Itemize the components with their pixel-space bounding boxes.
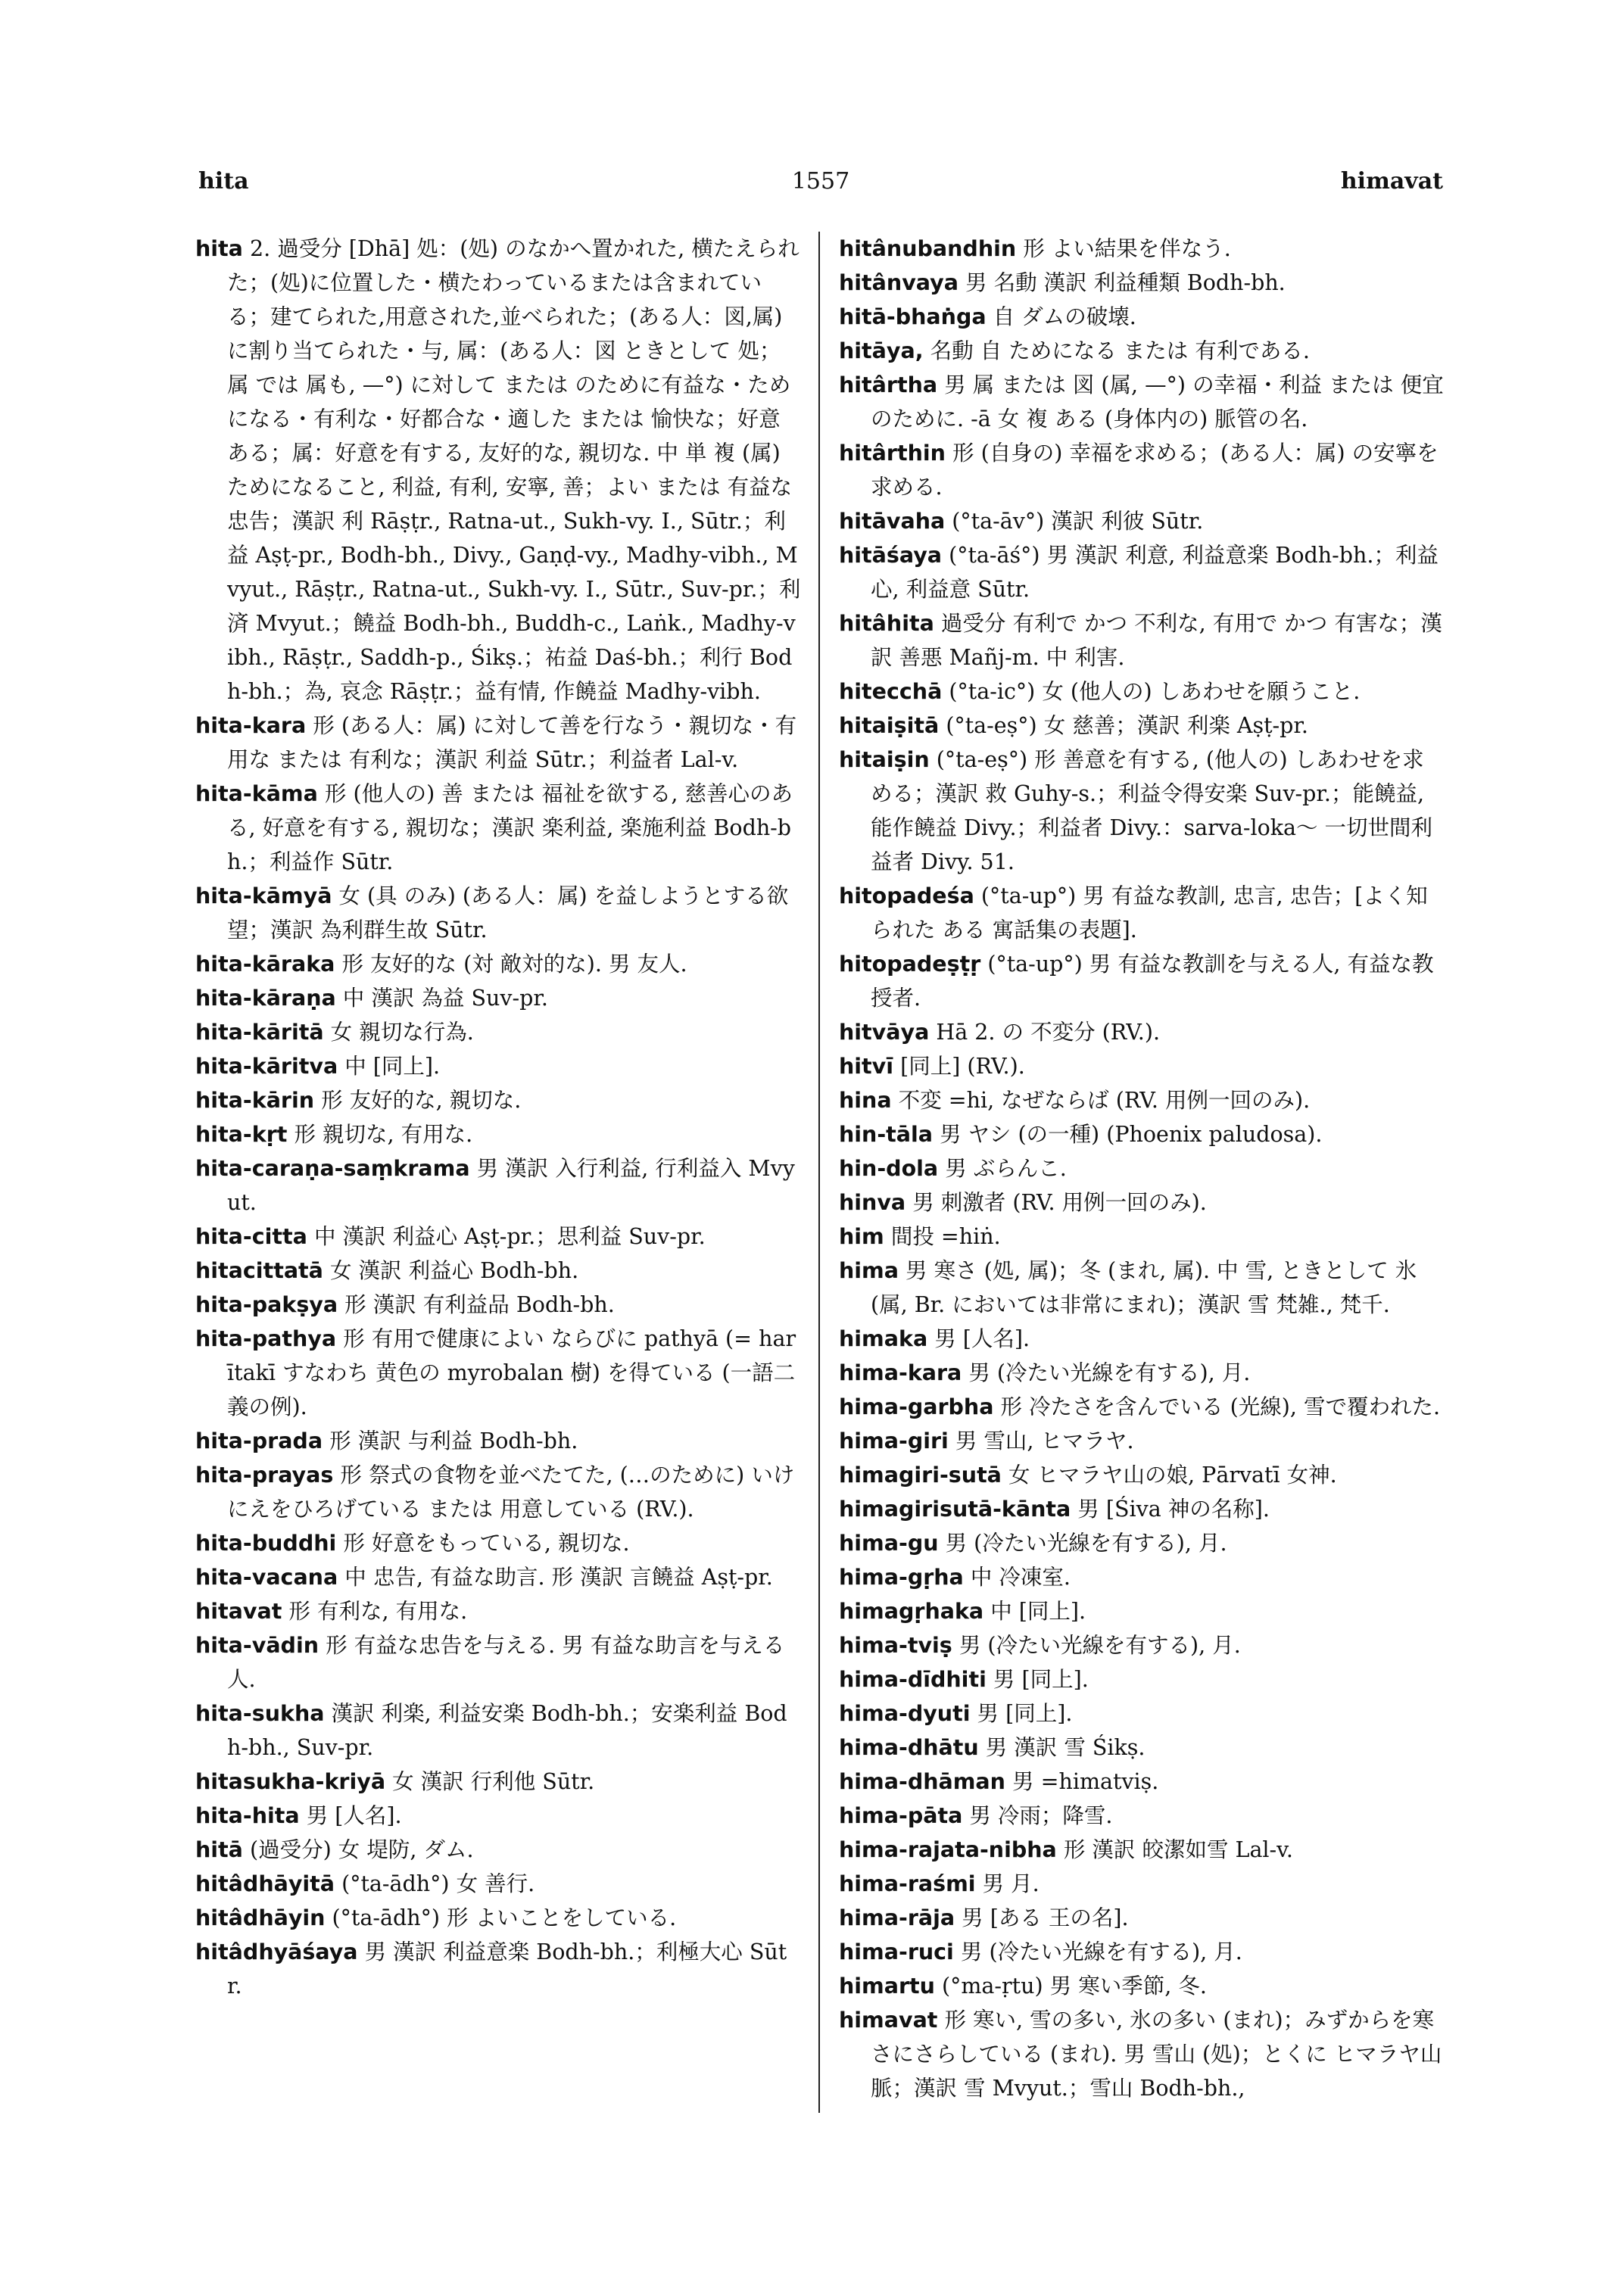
entry-headword: hima-pāta — [839, 1803, 963, 1828]
entry-definition: 女 ヒマラヤ山の娘, Pārvatī 女神. — [1001, 1463, 1337, 1488]
dictionary-entry — [839, 1765, 1445, 1799]
entry-definition: 間投 =hiṅ. — [884, 1224, 1001, 1249]
dictionary-entry — [195, 1424, 801, 1458]
entry-headword: hina — [839, 1088, 892, 1113]
entry-headword: himagiri-sutā — [839, 1463, 1002, 1488]
entry-definition: (°ta-eṣ°) 女 慈善；漢訳 利楽 Aṣṭ-pr. — [939, 713, 1308, 738]
entry-definition: 男 (冷たい光線を有する), 月. — [938, 1531, 1227, 1556]
dictionary-entry — [839, 1799, 1445, 1833]
column-divider — [818, 232, 820, 2113]
entry-headword: hita-sukha — [195, 1701, 325, 1726]
dictionary-entry — [195, 981, 801, 1015]
dictionary-entry — [195, 1833, 801, 1867]
dictionary-entry — [195, 1458, 801, 1526]
entry-headword: hima-dhātu — [839, 1735, 979, 1760]
dictionary-entry — [195, 1288, 801, 1322]
entry-definition: 女 親切な行為. — [323, 1020, 474, 1045]
entry-headword: hitopadeṣṭṛ — [839, 952, 981, 977]
entry-headword: hima-dhāman — [839, 1769, 1005, 1794]
entry-headword: hitecchā — [839, 679, 943, 704]
entry-headword: himaka — [839, 1326, 928, 1351]
dictionary-entry — [839, 504, 1445, 538]
dictionary-entry — [839, 1254, 1445, 1322]
entry-headword: hita-pakṣya — [195, 1292, 338, 1317]
dictionary-entry — [839, 709, 1445, 743]
entry-headword: hita-vacana — [195, 1565, 338, 1590]
entry-headword: hima-gṛha — [839, 1565, 964, 1590]
dictionary-entry — [839, 300, 1445, 334]
entry-definition: 不変 =hi, なぜならば (RV. 用例一回のみ). — [891, 1088, 1311, 1113]
dictionary-entry — [839, 675, 1445, 709]
dictionary-entry — [195, 232, 801, 709]
dictionary-entry — [839, 1220, 1445, 1254]
entry-headword: hitâhita — [839, 611, 934, 636]
dictionary-entry — [195, 1322, 801, 1424]
entry-definition: 形 親切な, 有用な. — [287, 1122, 473, 1147]
entry-headword: hitāvaha — [839, 509, 946, 534]
dictionary-entry — [195, 1151, 801, 1220]
entry-definition: (°ma-ṛtu) 男 寒い季節, 冬. — [934, 1974, 1207, 1999]
entry-definition: (°ta-āv°) 漢訳 利彼 Sūtr. — [945, 509, 1204, 534]
dictionary-entry — [195, 1560, 801, 1594]
dictionary-entry — [839, 1424, 1445, 1458]
entry-definition: 形 好意をもっている, 親切な. — [336, 1531, 630, 1556]
dictionary-entry — [195, 1867, 801, 1901]
entry-headword: hima-rajata-nibha — [839, 1837, 1057, 1862]
entry-headword: hima-raśmi — [839, 1871, 976, 1896]
entry-headword: hin-tāla — [839, 1122, 934, 1147]
entry-headword: hin-dola — [839, 1156, 939, 1181]
entry-headword: hitāśaya — [839, 543, 943, 568]
entry-headword: himartu — [839, 1974, 935, 1999]
entry-definition: 男 [人名]. — [299, 1803, 402, 1828]
dictionary-entry — [839, 1083, 1445, 1117]
dictionary-entry — [839, 1594, 1445, 1628]
entry-definition: 形 (他人の) 善 または 福祉を欲する, 慈善心のある, 好意を有する, 親切な；漢訳 楽利益, 楽施利益 Bodh-bh.；利益作 Sūtr. — [227, 781, 793, 874]
entry-headword: hita-kāritā — [195, 1020, 324, 1045]
entry-definition: 中 忠告, 有益な助言. 形 漢訳 言饒益 Aṣṭ-pr. — [338, 1565, 773, 1590]
dictionary-entry — [839, 1696, 1445, 1731]
left-column — [195, 232, 801, 2003]
dictionary-entry — [839, 232, 1445, 266]
dictionary-entry — [839, 1969, 1445, 2003]
entry-definition: 男 [Śiva 神の名称]. — [1071, 1497, 1270, 1522]
entry-definition: 中 [同上]. — [983, 1599, 1086, 1624]
dictionary-entry — [195, 1935, 801, 2003]
entry-definition: 男 =himatviṣ. — [1005, 1769, 1159, 1794]
entry-definition: 中 [同上]. — [338, 1054, 441, 1079]
entry-headword: hita-kāritva — [195, 1054, 338, 1079]
entry-headword: hitopadeśa — [839, 883, 974, 908]
entry-headword: hita-citta — [195, 1224, 307, 1249]
dictionary-entry — [195, 1594, 801, 1628]
dictionary-entry — [839, 538, 1445, 606]
entry-definition: 形 有用で健康によい ならびに pathyā (= harītakī すなわち 黄色の myrobalan 樹) を得ている (一語二義の例). — [227, 1326, 796, 1419]
entry-definition: (°ta-eṣ°) 形 善意を有する, (他人の) しあわせを求める；漢訳 救 Guhy-s.；利益令得安楽 Suv-pr.；能饒益, 能作饒益 Divy.；利益者 Divy.：sarva-loka～ 一切世間利益者 Divy. 51. — [871, 747, 1433, 874]
page-header — [198, 168, 1443, 203]
entry-definition: (°ta-ādh°) 女 善行. — [335, 1871, 535, 1896]
entry-headword: hima-tviṣ — [839, 1633, 952, 1658]
entry-headword: hitârthin — [839, 441, 946, 466]
entry-headword: hita — [195, 236, 243, 261]
entry-definition: 名動 自 ためになる または 有利である. — [923, 338, 1310, 363]
entry-definition: 男 (冷たい光線を有する), 月. — [953, 1939, 1242, 1964]
dictionary-entry — [839, 1731, 1445, 1765]
dictionary-entry — [839, 1492, 1445, 1526]
running-head-left: hita — [198, 168, 249, 195]
entry-headword: hitâdhyāśaya — [195, 1939, 358, 1964]
entry-definition: 形 有益な忠告を与える. 男 有益な助言を与える人. — [227, 1633, 785, 1692]
dictionary-entry — [195, 1049, 801, 1083]
dictionary-entry — [195, 1220, 801, 1254]
entry-definition: 形 冷たさを含んでいる (光線), 雪で覆われた. — [993, 1394, 1441, 1419]
entry-definition: 形 漢訳 皎潔如雪 Lal-v. — [1056, 1837, 1293, 1862]
entry-headword: hita-prada — [195, 1428, 323, 1453]
entry-headword: hima-rāja — [839, 1905, 955, 1930]
entry-definition: (°ta-ic°) 女 (他人の) しあわせを願うこと. — [942, 679, 1361, 704]
right-column — [839, 232, 1445, 2105]
dictionary-entry — [839, 1526, 1445, 1560]
entry-definition: (°ta-up°) 男 有益な教訓を与える人, 有益な教授者. — [871, 952, 1434, 1011]
entry-definition: 女 (具 のみ) (ある人：属) を益しようとする欲望；漢訳 為利群生故 Sūtr. — [227, 883, 789, 942]
entry-definition: 男 (冷たい光線を有する), 月. — [962, 1360, 1251, 1385]
dictionary-entry — [839, 1049, 1445, 1083]
dictionary-entry — [839, 266, 1445, 300]
dictionary-entry — [195, 947, 801, 981]
entry-headword: hima-giri — [839, 1428, 949, 1453]
entry-definition: 形 寒い, 雪の多い, 氷の多い (まれ)；みずからを寒さにさらしている (まれ). 男 雪山 (処)；とくに ヒマラヤ山脈；漢訳 雪 Mvyut.；雪山 Bodh-bh., — [871, 2008, 1442, 2101]
entry-definition: 男 (冷たい光線を有する), 月. — [952, 1633, 1241, 1658]
dictionary-entry — [839, 368, 1445, 436]
entry-definition: 形 有利な, 有用な. — [282, 1599, 468, 1624]
dictionary-entry — [195, 1628, 801, 1696]
entry-definition: 形 漢訳 有利益品 Bodh-bh. — [338, 1292, 615, 1317]
entry-headword: hita-kṛt — [195, 1122, 288, 1147]
entry-definition: 2. 過受分 [Dhā] 処：(処) のなかへ置かれた, 横たえられた；(処)に位置した・横たわっているまたは含まれている；建てられた,用意された,並べられた；(ある人：図,属) に割り当てられた・与, 属：(ある人：図 ときとして 処；属 では 属も, —°) に対して または のために有益な・ためになる・有利な・好都合な・適した または 愉快な；好意ある；属：好意を有する, 友好的な, 親切な. 中 単 複 (属) ためになること, 利益, 有利, 安寧, 善；よい または 有益な忠告；漢訳 利 Rāṣṭr., Ratna-ut., Sukh-vy. I., Sūtr.；利益 Aṣṭ-pr., Bodh-bh., Divy., Gaṇḍ-vy., Madhy-vibh., Mvyut., Rāṣṭr., Ratna-ut., Sukh-vy. I., Sūtr., Suv-pr.；利済 Mvyut.；饒益 Bodh-bh., Buddh-c., Laṅk., Madhy-vibh., Rāṣṭr., Saddh-p., Śikṣ.；祐益 Daś-bh.；利行 Bodh-bh.；為, 哀念 Rāṣṭr.；益有情, 作饒益 Madhy-vibh. — [227, 236, 801, 704]
entry-headword: hitvī — [839, 1054, 894, 1079]
entry-headword: hitaiṣitā — [839, 713, 940, 738]
entry-headword: hita-kāraka — [195, 952, 335, 977]
dictionary-entry — [839, 1356, 1445, 1390]
dictionary-entry — [195, 879, 801, 947]
entry-headword: hitânvaya — [839, 270, 959, 295]
dictionary-entry — [839, 334, 1445, 368]
dictionary-entry — [195, 709, 801, 777]
entry-headword: hita-prayas — [195, 1463, 334, 1488]
entry-headword: hita-caraṇa-saṃkrama — [195, 1156, 470, 1181]
entry-definition: (°ta-ādh°) 形 よいことをしている. — [325, 1905, 677, 1930]
entry-definition: 中 漢訳 為益 Suv-pr. — [335, 986, 548, 1011]
entry-definition: 男 名動 漢訳 利益種類 Bodh-bh. — [958, 270, 1286, 295]
dictionary-entry — [839, 1015, 1445, 1049]
dictionary-entry — [839, 1322, 1445, 1356]
dictionary-entry — [195, 1015, 801, 1049]
dictionary-entry — [195, 1526, 801, 1560]
dictionary-entry — [839, 1117, 1445, 1151]
entry-definition: 自 ダムの破壊. — [986, 304, 1136, 329]
entry-headword: hita-vādin — [195, 1633, 320, 1658]
entry-definition: 女 漢訳 行利他 Sūtr. — [385, 1769, 595, 1794]
entry-headword: hima — [839, 1258, 899, 1283]
entry-definition: 男 [人名]. — [927, 1326, 1030, 1351]
entry-definition: 男 漢訳 利益意楽 Bodh-bh.；利極大心 Sūtr. — [227, 1939, 787, 1999]
dictionary-entry — [839, 1390, 1445, 1424]
entry-definition: 形 祭式の食物を並べたてた, (…のために) いけにえをひろげている または 用意している (RV.). — [227, 1463, 795, 1522]
dictionary-entry — [839, 1901, 1445, 1935]
entry-headword: hima-ruci — [839, 1939, 954, 1964]
entry-definition: [同上] (RV.). — [893, 1054, 1025, 1079]
entry-definition: 男 ヤシ (の一種) (Phoenix paludosa). — [933, 1122, 1323, 1147]
entry-definition: 漢訳 利楽, 利益安楽 Bodh-bh.；安楽利益 Bodh-bh., Suv-pr. — [227, 1701, 787, 1760]
dictionary-entry — [195, 1117, 801, 1151]
entry-definition: 中 冷凍室. — [963, 1565, 1071, 1590]
entry-definition: 男 [同上]. — [970, 1701, 1073, 1726]
entry-headword: hitā-bhaṅga — [839, 304, 987, 329]
entry-headword: himavat — [839, 2008, 938, 2033]
entry-headword: hima-garbha — [839, 1394, 994, 1419]
dictionary-entry — [195, 1083, 801, 1117]
dictionary-entry — [839, 1560, 1445, 1594]
entry-headword: hitvāya — [839, 1020, 930, 1045]
dictionary-entry — [195, 1799, 801, 1833]
entry-definition: 形 (自身の) 幸福を求める；(ある人：属) の安寧を求める. — [871, 441, 1439, 500]
entry-headword: hitavat — [195, 1599, 282, 1624]
entry-headword: hitā — [195, 1837, 243, 1862]
entry-headword: hitaiṣin — [839, 747, 930, 772]
dictionary-entry — [839, 1935, 1445, 1969]
dictionary-entry — [195, 1254, 801, 1288]
entry-definition: 男 冷雨；降雪. — [962, 1803, 1113, 1828]
entry-headword: hitârtha — [839, 372, 938, 397]
dictionary-entry — [839, 1628, 1445, 1662]
entry-headword: hita-pathya — [195, 1326, 337, 1351]
entry-definition: Hā 2. の 不変分 (RV.). — [929, 1020, 1161, 1045]
entry-definition: 女 漢訳 利益心 Bodh-bh. — [323, 1258, 579, 1283]
entry-headword: him — [839, 1224, 884, 1249]
dictionary-entry — [839, 743, 1445, 879]
dictionary-entry — [839, 436, 1445, 504]
dictionary-entry — [839, 879, 1445, 947]
entry-definition: 男 属 または 図 (属, —°) の幸福・利益 または 便宜のために. -ā 女 複 ある (身体内の) 脈管の名. — [871, 372, 1444, 431]
entry-headword: hitasukha-kriyā — [195, 1769, 386, 1794]
entry-definition: 中 漢訳 利益心 Aṣṭ-pr.；思利益 Suv-pr. — [307, 1224, 706, 1249]
entry-headword: hita-kāmyā — [195, 883, 332, 908]
entry-headword: hita-kara — [195, 713, 307, 738]
entry-definition: 男 ぶらんこ. — [938, 1156, 1067, 1181]
dictionary-entry — [839, 2003, 1445, 2105]
entry-definition: 男 漢訳 入行利益, 行利益入 Mvyut. — [227, 1156, 795, 1215]
dictionary-entry — [195, 1696, 801, 1765]
entry-headword: himagṛhaka — [839, 1599, 984, 1624]
entry-definition: 形 よい結果を伴なう. — [1016, 236, 1231, 261]
entry-definition: 過受分 有利で かつ 不利な, 有用で かつ 有害な；漢訳 善悪 Mañj-m. 中 利害. — [871, 611, 1442, 670]
entry-headword: hima-dyuti — [839, 1701, 971, 1726]
entry-definition: (°ta-āś°) 男 漢訳 利意, 利益意楽 Bodh-bh.；利益心, 利益意 Sūtr. — [871, 543, 1439, 602]
dictionary-entry — [839, 1662, 1445, 1696]
entry-headword: hita-buddhi — [195, 1531, 337, 1556]
entry-definition: 男 漢訳 雪 Śikṣ. — [978, 1735, 1146, 1760]
entry-headword: hitāya, — [839, 338, 924, 363]
entry-definition: 男 雪山, ヒマラヤ. — [948, 1428, 1134, 1453]
dictionary-entry — [839, 1151, 1445, 1185]
dictionary-entry — [839, 1867, 1445, 1901]
entry-definition: 男 寒さ (処, 属)；冬 (まれ, 属). 中 雪, ときとして 氷 (属, Br. においては非常にまれ)；漢訳 雪 梵雑., 梵千. — [871, 1258, 1417, 1317]
entry-definition: 形 友好的な (対 敵対的な). 男 友人. — [335, 952, 687, 977]
dictionary-entry — [195, 1901, 801, 1935]
dictionary-entry — [839, 1833, 1445, 1867]
entry-headword: hitâdhāyin — [195, 1905, 326, 1930]
entry-definition: 形 漢訳 与利益 Bodh-bh. — [323, 1428, 578, 1453]
entry-headword: hima-dīdhiti — [839, 1667, 987, 1692]
entry-definition: (°ta-up°) 男 有益な教訓, 忠言, 忠告；[よく知られた ある 寓話集の表題]. — [871, 883, 1428, 942]
running-head-right: himavat — [1340, 168, 1443, 195]
dictionary-entry — [839, 606, 1445, 675]
entry-headword: hita-kārin — [195, 1088, 315, 1113]
dictionary-entry — [195, 1765, 801, 1799]
page-number: 1557 — [791, 168, 850, 195]
entry-definition: 男 月. — [975, 1871, 1040, 1896]
entry-headword: hitâdhāyitā — [195, 1871, 335, 1896]
entry-headword: hitacittatā — [195, 1258, 323, 1283]
entry-definition: 男 刺激者 (RV. 用例一回のみ). — [906, 1190, 1207, 1215]
entry-headword: hitânubandhin — [839, 236, 1017, 261]
dictionary-entry — [839, 947, 1445, 1015]
dictionary-entry — [839, 1185, 1445, 1220]
entry-headword: hinva — [839, 1190, 906, 1215]
entry-definition: (過受分) 女 堤防, ダム. — [242, 1837, 474, 1862]
entry-headword: hima-gu — [839, 1531, 939, 1556]
entry-headword: hita-kāraṇa — [195, 986, 336, 1011]
entry-headword: hita-kāma — [195, 781, 318, 806]
entry-headword: himagirisutā-kānta — [839, 1497, 1071, 1522]
dictionary-entry — [195, 777, 801, 879]
entry-definition: 男 [ある 王の名]. — [955, 1905, 1129, 1930]
entry-definition: 形 友好的な, 親切な. — [314, 1088, 522, 1113]
entry-headword: hita-hita — [195, 1803, 300, 1828]
entry-headword: hima-kara — [839, 1360, 962, 1385]
entry-definition: 形 (ある人：属) に対して善を行なう・親切な・有用な または 有利な；漢訳 利益 Sūtr.；利益者 Lal-v. — [227, 713, 797, 772]
dictionary-entry — [839, 1458, 1445, 1492]
entry-definition: 男 [同上]. — [986, 1667, 1089, 1692]
